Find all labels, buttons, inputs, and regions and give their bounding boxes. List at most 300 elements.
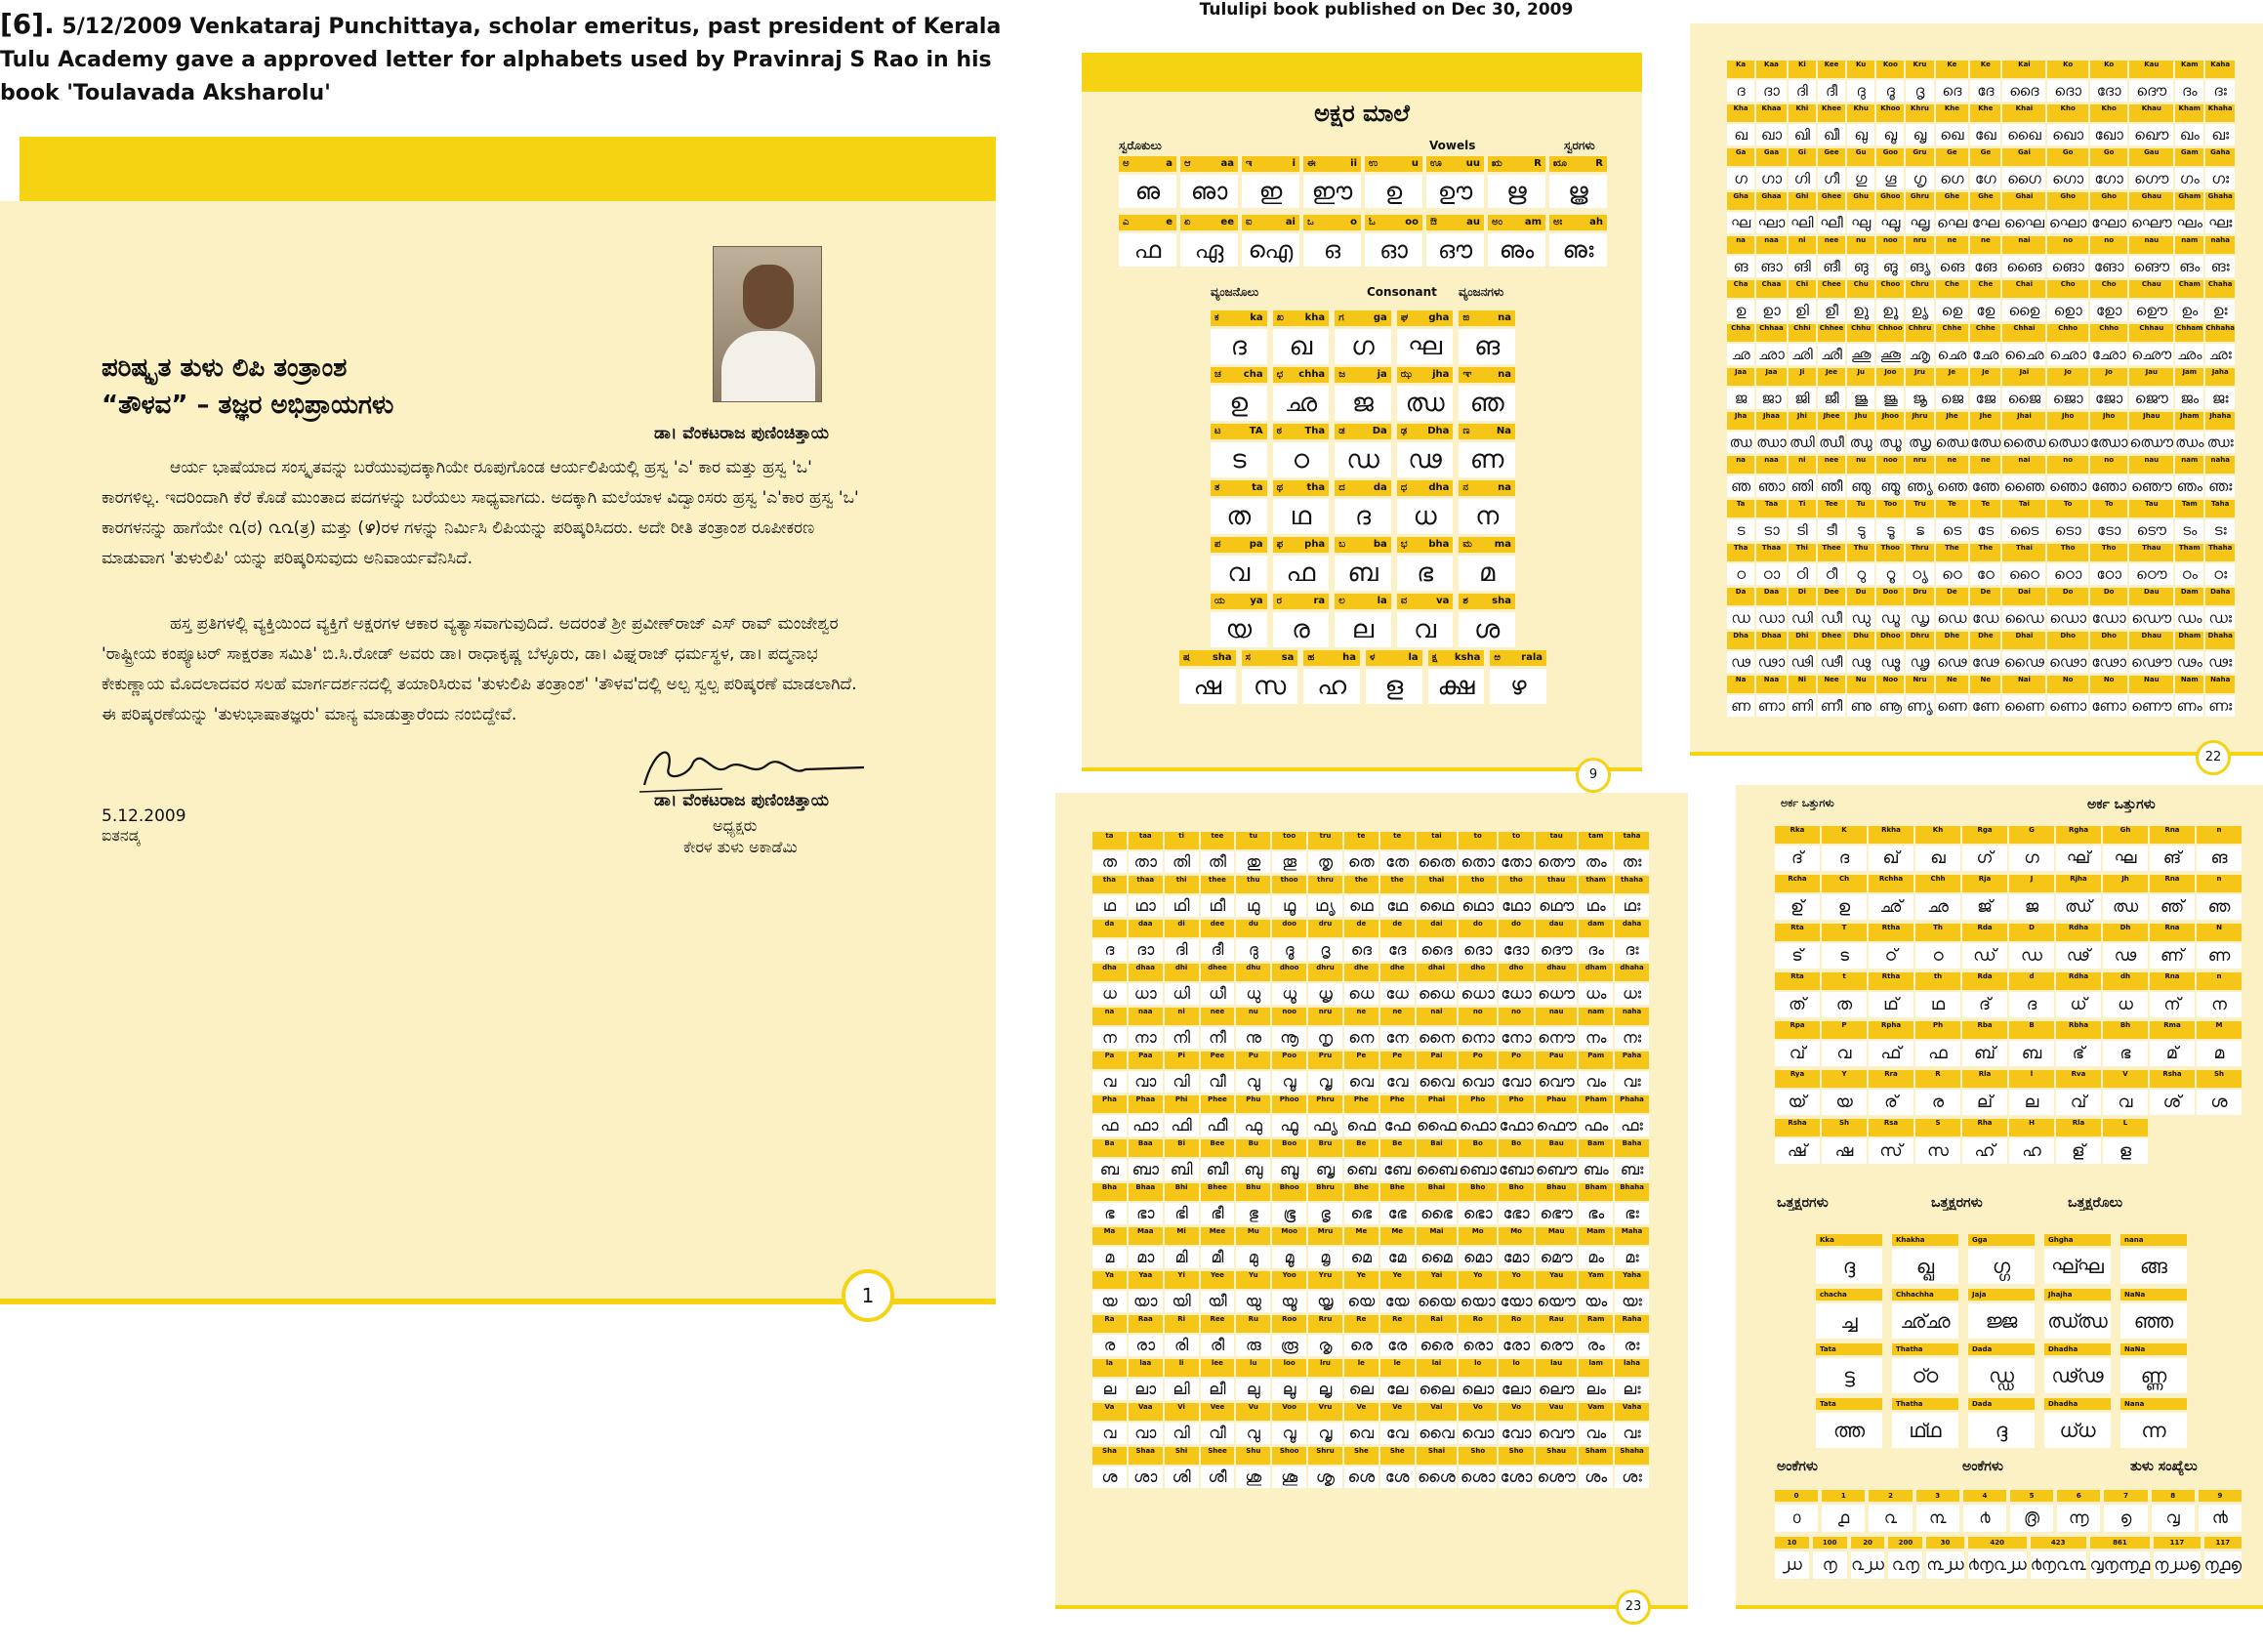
syllable-label: Phoo bbox=[1272, 1095, 1306, 1113]
syllable-label: Pha bbox=[1092, 1095, 1127, 1113]
ark-cell bbox=[2009, 875, 2054, 920]
ark-cell bbox=[2197, 924, 2242, 969]
ark-label: Rna bbox=[2150, 972, 2195, 990]
syllable-label: Kho bbox=[2090, 104, 2128, 122]
ark-label: Rbha bbox=[2056, 1021, 2101, 1039]
syllable-label: Nau bbox=[2129, 676, 2173, 693]
syllable-cell bbox=[1727, 192, 1754, 233]
syllable-glyph: ണൈ bbox=[2003, 697, 2044, 715]
syllable-cell bbox=[1499, 1052, 1534, 1093]
syllable-glyph: യീ bbox=[1201, 1291, 1235, 1312]
kannada-letter: ಏ bbox=[1184, 217, 1191, 227]
kannada-letter: ಐ bbox=[1246, 217, 1253, 227]
syllable-cell bbox=[1936, 368, 1969, 409]
syllable-label: Chaa bbox=[1756, 280, 1787, 298]
syllable-cell bbox=[1092, 1315, 1127, 1356]
syllable-label: Kru bbox=[1906, 61, 1933, 78]
ark-label: B bbox=[2009, 1021, 2054, 1039]
syllable-cell bbox=[1579, 1008, 1613, 1049]
syllable-label: Dhee bbox=[1818, 632, 1845, 649]
syllable-cell bbox=[1129, 1447, 1163, 1488]
syllable-cell bbox=[2002, 368, 2045, 409]
syllable-glyph: തോ bbox=[1501, 852, 1533, 871]
tulu-glyph: ക്ഷ bbox=[1428, 669, 1485, 704]
syllable-cell bbox=[1727, 632, 1754, 673]
syllable-label: Dhi bbox=[1789, 632, 1816, 649]
syllable-glyph: ഉു bbox=[1847, 300, 1874, 321]
syllable-cell bbox=[1579, 1271, 1613, 1312]
consonant-cell bbox=[1459, 367, 1515, 421]
syllable-label: ne bbox=[1380, 1008, 1415, 1025]
syllable-cell bbox=[2175, 500, 2203, 541]
syllable-cell bbox=[1129, 1403, 1163, 1444]
syllable-glyph: മോ bbox=[1499, 1247, 1534, 1268]
syllable-label: dau bbox=[1536, 920, 1577, 937]
syllable-cell bbox=[1818, 192, 1845, 233]
syllable-cell bbox=[1970, 280, 2000, 321]
syllable-glyph: ഞീ bbox=[1818, 475, 1845, 497]
syllable-cell bbox=[2129, 500, 2173, 541]
syllable-cell bbox=[2175, 368, 2203, 409]
syllable-cell bbox=[1459, 1095, 1497, 1136]
tulu-glyph: ദ bbox=[1335, 499, 1391, 534]
syllable-label: Bhau bbox=[1536, 1183, 1577, 1201]
syllable-glyph: യൊ bbox=[1460, 1292, 1496, 1310]
syllable-cell bbox=[1417, 1183, 1458, 1224]
letter-label bbox=[1179, 650, 1236, 666]
syllable-glyph: രം bbox=[1579, 1335, 1613, 1356]
syllable-cell bbox=[1272, 964, 1306, 1005]
syllable-glyph: ലൌ bbox=[1536, 1379, 1577, 1400]
ark-label: S bbox=[1915, 1119, 1960, 1136]
syllable-cell bbox=[1615, 1403, 1649, 1444]
tulu-glyph: ൨൰ bbox=[1851, 1551, 1885, 1579]
roman-label: Da bbox=[1372, 426, 1387, 436]
syllable-glyph: ഘോ bbox=[2091, 214, 2127, 231]
syllable-cell bbox=[1417, 832, 1458, 873]
syllable-glyph: ബൈ bbox=[1416, 1160, 1458, 1178]
syllable-glyph: ഢെ bbox=[1937, 653, 1967, 671]
syllable-label: Dam bbox=[2175, 588, 2203, 605]
syllable-glyph: ശാ bbox=[1129, 1466, 1163, 1488]
ark-label: R bbox=[1915, 1070, 1960, 1088]
syllable-cell bbox=[1789, 676, 1816, 717]
ark-glyph: ത bbox=[1822, 992, 1867, 1017]
syllable-cell bbox=[1308, 1403, 1342, 1444]
ark-cell bbox=[2150, 972, 2195, 1017]
tulu-glyph: ഢ bbox=[1397, 442, 1454, 477]
vowel-cell bbox=[1242, 156, 1299, 208]
syllable-glyph: ദൃ bbox=[1308, 939, 1342, 961]
syllable-label: Sho bbox=[1459, 1447, 1497, 1465]
syllable-label: lu bbox=[1236, 1359, 1270, 1377]
tulu-glyph: ഫ bbox=[1119, 233, 1176, 267]
syllable-glyph: ങഃ bbox=[2205, 256, 2235, 277]
syllable-label: No bbox=[2090, 676, 2128, 693]
syllable-glyph: ജൂ bbox=[1876, 388, 1904, 409]
consonant-cell bbox=[1397, 480, 1454, 534]
syllable-cell bbox=[1459, 876, 1497, 917]
tulu-glyph: യ bbox=[1211, 612, 1267, 647]
syllable-label: Chho bbox=[2047, 324, 2087, 342]
tulu-glyph: ഓ bbox=[1365, 233, 1422, 267]
vowel-cell bbox=[1119, 156, 1176, 208]
syllable-cell bbox=[1936, 588, 1969, 629]
syllable-cell bbox=[1818, 544, 1845, 585]
syllable-cell bbox=[1906, 280, 1933, 321]
syllable-cell bbox=[1092, 832, 1127, 873]
syllable-label: Bha bbox=[1092, 1183, 1127, 1201]
syllable-cell bbox=[1380, 1403, 1415, 1444]
ark-glyph: മ് bbox=[2150, 1041, 2195, 1066]
syllable-glyph: ബു bbox=[1236, 1159, 1270, 1180]
ark-glyph: ഉ bbox=[1822, 894, 1867, 920]
vowel-cell bbox=[1488, 156, 1545, 208]
number-cell bbox=[2199, 1490, 2242, 1532]
syllable-glyph: ഘീ bbox=[1818, 212, 1845, 233]
roman-label: ai bbox=[1285, 217, 1296, 227]
syllable-label: ni bbox=[1789, 236, 1816, 254]
roman-label: Dha bbox=[1427, 426, 1450, 436]
syllable-glyph: ദാ bbox=[1756, 80, 1787, 102]
syllable-label: Yoo bbox=[1272, 1271, 1306, 1289]
syllable-cell bbox=[2175, 544, 2203, 585]
alphabet-title: ಅಕ್ಷರ ಮಾಲೆ bbox=[1314, 100, 1410, 127]
conjunct-cell bbox=[2120, 1343, 2187, 1393]
syllable-glyph: ഢീ bbox=[1818, 651, 1845, 673]
syllable-label: Tee bbox=[1818, 500, 1845, 517]
syllable-cell bbox=[2047, 412, 2087, 453]
kannada-letter: ಗ bbox=[1338, 312, 1344, 323]
roman-label: 30 bbox=[1940, 1539, 1951, 1547]
syllable-glyph: വേ bbox=[1380, 1071, 1415, 1093]
ark-glyph: ദ bbox=[1822, 846, 1867, 871]
syllable-label: Gru bbox=[1906, 148, 1933, 166]
syllable-label: Pe bbox=[1344, 1052, 1378, 1069]
syllable-cell bbox=[1536, 1447, 1577, 1488]
syllable-cell bbox=[1818, 588, 1845, 629]
syllable-glyph: ദീ bbox=[1818, 80, 1845, 102]
syllable-cell bbox=[2090, 280, 2128, 321]
roman-label: la bbox=[1408, 652, 1419, 663]
letter-date: 5.12.2009 bbox=[102, 806, 186, 826]
syllable-glyph: ഝേ bbox=[1970, 434, 2001, 451]
letter-label bbox=[1303, 156, 1361, 172]
syllable-label: Phe bbox=[1344, 1095, 1378, 1113]
syllable-label: Chi bbox=[1789, 280, 1816, 298]
syllable-glyph: ദെ bbox=[1344, 939, 1378, 961]
consonant-cell bbox=[1273, 537, 1330, 591]
syllable-cell bbox=[1201, 1139, 1235, 1180]
ark-glyph: സ് bbox=[1869, 1138, 1913, 1164]
ark-label: Dh bbox=[2103, 924, 2148, 941]
syllable-cell bbox=[2129, 192, 2173, 233]
letter-label bbox=[1397, 310, 1454, 326]
ark-cell bbox=[1775, 972, 1820, 1017]
syllable-cell bbox=[1165, 876, 1199, 917]
syllable-label: Dhaha bbox=[2205, 632, 2235, 649]
roman-label: am bbox=[1524, 217, 1542, 227]
syllable-cell bbox=[1417, 1052, 1458, 1093]
syllable-cell bbox=[1536, 1139, 1577, 1180]
ark-label: Ph bbox=[1915, 1021, 1960, 1039]
letter-label bbox=[1459, 310, 1515, 326]
kannada-letter: ಎ bbox=[1123, 217, 1130, 227]
ark-cell bbox=[1915, 972, 1960, 1017]
syllable-cell bbox=[1579, 832, 1613, 873]
ark-label: Rpha bbox=[1869, 1021, 1913, 1039]
syllable-glyph: ങം bbox=[2175, 256, 2203, 277]
syllable-cell bbox=[1970, 456, 2000, 497]
syllable-glyph: ങു bbox=[1847, 256, 1874, 277]
syllable-label: Phi bbox=[1165, 1095, 1199, 1113]
letter-label bbox=[1459, 367, 1515, 383]
tulu-glyph: ഡ bbox=[1335, 442, 1391, 477]
syllable-glyph: വെ bbox=[1344, 1423, 1378, 1444]
syllable-glyph: രഃ bbox=[1615, 1335, 1649, 1356]
syllable-glyph: ഖു bbox=[1847, 124, 1874, 145]
syllable-glyph: ഭീ bbox=[1201, 1203, 1235, 1224]
consonant-cell bbox=[1366, 650, 1422, 704]
syllable-cell bbox=[1579, 1139, 1613, 1180]
letter-label bbox=[1303, 650, 1360, 666]
syllable-label: Jhe bbox=[1970, 412, 2000, 430]
syllable-label: Khe bbox=[1970, 104, 2000, 122]
letter-label bbox=[1273, 537, 1330, 553]
syllable-cell bbox=[1380, 876, 1415, 917]
syllable-label: Ghai bbox=[2002, 192, 2045, 210]
ark-cell bbox=[2150, 1070, 2195, 1115]
syllable-cell bbox=[1092, 876, 1127, 917]
syllable-glyph: മീ bbox=[1201, 1247, 1235, 1268]
vowels-label-english: Vowels bbox=[1429, 139, 1476, 152]
page-number-9: 9 bbox=[1576, 758, 1611, 793]
kannada-letter: ಥ bbox=[1276, 482, 1284, 493]
syllable-cell bbox=[1789, 61, 1816, 102]
syllable-label: Poo bbox=[1272, 1052, 1306, 1069]
roman-label: Khakha bbox=[1896, 1236, 1925, 1244]
roman-label: 0 bbox=[1793, 1492, 1799, 1500]
syllable-cell bbox=[1459, 1008, 1497, 1049]
syllable-cell bbox=[1236, 1139, 1270, 1180]
tulu-glyph: ൦ bbox=[1775, 1505, 1818, 1532]
roman-label: bha bbox=[1428, 539, 1450, 550]
syllable-label: Pa bbox=[1092, 1052, 1127, 1069]
ark-label: V bbox=[2103, 1070, 2148, 1088]
ark-label: T bbox=[1822, 924, 1867, 941]
syllable-label: Chhee bbox=[1818, 324, 1845, 342]
syllable-label: Ra bbox=[1092, 1315, 1127, 1333]
letter-label bbox=[1426, 156, 1484, 172]
syllable-cell bbox=[1818, 236, 1845, 277]
syllable-glyph: ഉൂ bbox=[1876, 300, 1904, 321]
syllable-glyph: ഭൈ bbox=[1417, 1203, 1458, 1224]
syllable-cell bbox=[1615, 1139, 1649, 1180]
roman-label: Na bbox=[1496, 426, 1511, 436]
roman-label: uu bbox=[1465, 158, 1480, 169]
syllable-label: Thoo bbox=[1876, 544, 1904, 561]
syllable-glyph: ധു bbox=[1236, 983, 1270, 1005]
syllable-cell bbox=[2090, 588, 2128, 629]
roman-label: 10 bbox=[1787, 1539, 1797, 1547]
syllable-cell bbox=[1970, 104, 2000, 145]
syllable-glyph: ഛെ bbox=[1937, 346, 1967, 363]
ark-cell bbox=[2103, 1070, 2148, 1115]
syllable-label: Yu bbox=[1236, 1271, 1270, 1289]
syllable-glyph: ങോ bbox=[2090, 256, 2128, 277]
syllable-cell bbox=[1876, 148, 1904, 189]
ark-label: Jh bbox=[2103, 875, 2148, 892]
syllable-glyph: തെ bbox=[1344, 851, 1378, 873]
syllable-glyph: മൈ bbox=[1417, 1247, 1458, 1268]
ark-glyph: ല് bbox=[1962, 1090, 2007, 1115]
syllable-glyph: ഭെ bbox=[1344, 1203, 1378, 1224]
syllable-cell bbox=[2090, 324, 2128, 365]
syllable-cell bbox=[2090, 500, 2128, 541]
syllable-glyph: ണൌ bbox=[2131, 697, 2172, 715]
tulu-glyph: ഝ bbox=[1397, 386, 1454, 421]
syllable-label: Ba bbox=[1092, 1139, 1127, 1157]
syllable-cell bbox=[1818, 456, 1845, 497]
ark-glyph: ഹ bbox=[2009, 1138, 2054, 1164]
roman-label: Ghgha bbox=[2048, 1236, 2074, 1244]
syllable-cell bbox=[1615, 1095, 1649, 1136]
syllable-label: Shai bbox=[1417, 1447, 1458, 1465]
syllable-glyph: ഫം bbox=[1579, 1115, 1613, 1136]
syllable-glyph: ണം bbox=[2176, 697, 2202, 715]
syllable-label: Yo bbox=[1499, 1271, 1534, 1289]
syllable-glyph: ഘൃ bbox=[1906, 212, 1933, 233]
syllable-glyph: ങ bbox=[1727, 256, 1754, 277]
ark-cell bbox=[2103, 1119, 2148, 1164]
syllable-cell bbox=[1499, 1183, 1534, 1224]
syllable-glyph: ണൃ bbox=[1907, 697, 1933, 715]
syllable-label: Ke bbox=[1970, 61, 2000, 78]
syllable-cell bbox=[2205, 148, 2235, 189]
ark-glyph: ള bbox=[2103, 1138, 2148, 1164]
conjunct-cell bbox=[2044, 1398, 2111, 1448]
syllable-glyph: ഞം bbox=[2176, 477, 2202, 495]
letter-label bbox=[1869, 1490, 1912, 1502]
syllable-cell bbox=[1756, 412, 1787, 453]
ark-cell bbox=[2009, 826, 2054, 871]
syllable-glyph: ഥേ bbox=[1380, 895, 1415, 917]
syllable-label: Re bbox=[1344, 1315, 1378, 1333]
tulu-glyph: ച്ച bbox=[1816, 1303, 1882, 1339]
syllable-label: naa bbox=[1756, 236, 1787, 254]
syllable-glyph: രൃ bbox=[1308, 1335, 1342, 1356]
syllable-label: Dru bbox=[1906, 588, 1933, 605]
syllable-label: nu bbox=[1847, 236, 1874, 254]
syllable-label: Chai bbox=[2002, 280, 2045, 298]
roman-label: chacha bbox=[1820, 1291, 1847, 1299]
letter-label bbox=[1211, 594, 1267, 609]
syllable-cell bbox=[1906, 544, 1933, 585]
syllable-cell bbox=[1236, 1095, 1270, 1136]
letter-label bbox=[1968, 1343, 2035, 1355]
syllable-label: Joo bbox=[1876, 368, 1904, 386]
ark-glyph: ന bbox=[2197, 992, 2242, 1017]
syllable-label: tru bbox=[1308, 832, 1342, 849]
syllable-label: daa bbox=[1129, 920, 1163, 937]
ark-glyph: ഥ് bbox=[1869, 992, 1913, 1017]
syllable-glyph: ദെ bbox=[1936, 80, 1969, 102]
syllable-cell bbox=[1308, 1315, 1342, 1356]
syllable-glyph: ദൈ bbox=[1417, 939, 1458, 961]
syllable-glyph: ബാ bbox=[1129, 1159, 1163, 1180]
syllable-label: Ne bbox=[1970, 676, 2000, 693]
syllable-cell bbox=[1615, 1447, 1649, 1488]
ark-glyph: ഞ bbox=[2197, 894, 2242, 920]
ark-glyph: ധ bbox=[2103, 992, 2148, 1017]
syllable-label: dhi bbox=[1165, 964, 1199, 981]
kannada-letter: ಭ bbox=[1400, 539, 1408, 550]
syllable-label: Pee bbox=[1201, 1052, 1235, 1069]
syllable-cell bbox=[1344, 1359, 1378, 1400]
ark-cell bbox=[1869, 924, 1913, 969]
syllable-label: thi bbox=[1165, 876, 1199, 893]
syllable-cell bbox=[1344, 1403, 1378, 1444]
syllable-label: Phaa bbox=[1129, 1095, 1163, 1113]
syllable-label: Vau bbox=[1536, 1403, 1577, 1421]
conjunct-cell bbox=[2044, 1289, 2111, 1339]
syllable-label: Nru bbox=[1906, 676, 1933, 693]
syllable-label: Gi bbox=[1789, 148, 1816, 166]
syllable-label: dhau bbox=[1536, 964, 1577, 981]
letter-label bbox=[1335, 367, 1391, 383]
syllable-glyph: ഭു bbox=[1236, 1203, 1270, 1224]
syllable-cell bbox=[1789, 236, 1816, 277]
tulu-glyph: ബ bbox=[1335, 556, 1391, 591]
syllable-label: Ree bbox=[1201, 1315, 1235, 1333]
syllable-label: Bhi bbox=[1165, 1183, 1199, 1201]
syllable-glyph: രൂ bbox=[1272, 1335, 1306, 1356]
syllable-glyph: ഢു bbox=[1847, 651, 1874, 673]
syllable-label: Bai bbox=[1417, 1139, 1458, 1157]
syllable-cell bbox=[1201, 1403, 1235, 1444]
syllable-glyph: ടൊ bbox=[2047, 519, 2087, 541]
syllable-label: Mo bbox=[1459, 1227, 1497, 1245]
syllable-glyph: ഗൌ bbox=[2129, 168, 2173, 189]
syllable-cell bbox=[2090, 236, 2128, 277]
syllable-cell bbox=[1876, 236, 1904, 277]
syllable-cell bbox=[2002, 104, 2045, 145]
syllable-cell bbox=[1818, 148, 1845, 189]
syllable-cell bbox=[1876, 632, 1904, 673]
syllable-glyph: ധീ bbox=[1201, 983, 1235, 1005]
syllable-label: Pu bbox=[1236, 1052, 1270, 1069]
syllable-glyph: വാ bbox=[1129, 1071, 1163, 1093]
syllable-label: dhoo bbox=[1272, 964, 1306, 981]
syllable-glyph: ഫി bbox=[1165, 1115, 1199, 1136]
syllable-label: the bbox=[1344, 876, 1378, 893]
syllable-glyph: ഛൃ bbox=[1906, 344, 1933, 365]
syllable-cell bbox=[1970, 632, 2000, 673]
syllable-label: Gai bbox=[2002, 148, 2045, 166]
ark-cell bbox=[1869, 1021, 1913, 1066]
ark-label: L bbox=[2103, 1119, 2148, 1136]
syllable-glyph: ധൊ bbox=[1459, 983, 1497, 1005]
syllable-label: Ko bbox=[2090, 61, 2128, 78]
vowel-cell bbox=[1488, 215, 1545, 267]
syllable-glyph: ഡൌ bbox=[2131, 609, 2172, 627]
syllable-label: dha bbox=[1092, 964, 1127, 981]
syllable-label: no bbox=[2090, 236, 2128, 254]
consonant-cell bbox=[1273, 424, 1330, 477]
syllable-cell bbox=[1756, 236, 1787, 277]
syllable-label: Vru bbox=[1308, 1403, 1342, 1421]
conjunct-cell bbox=[2120, 1289, 2187, 1339]
